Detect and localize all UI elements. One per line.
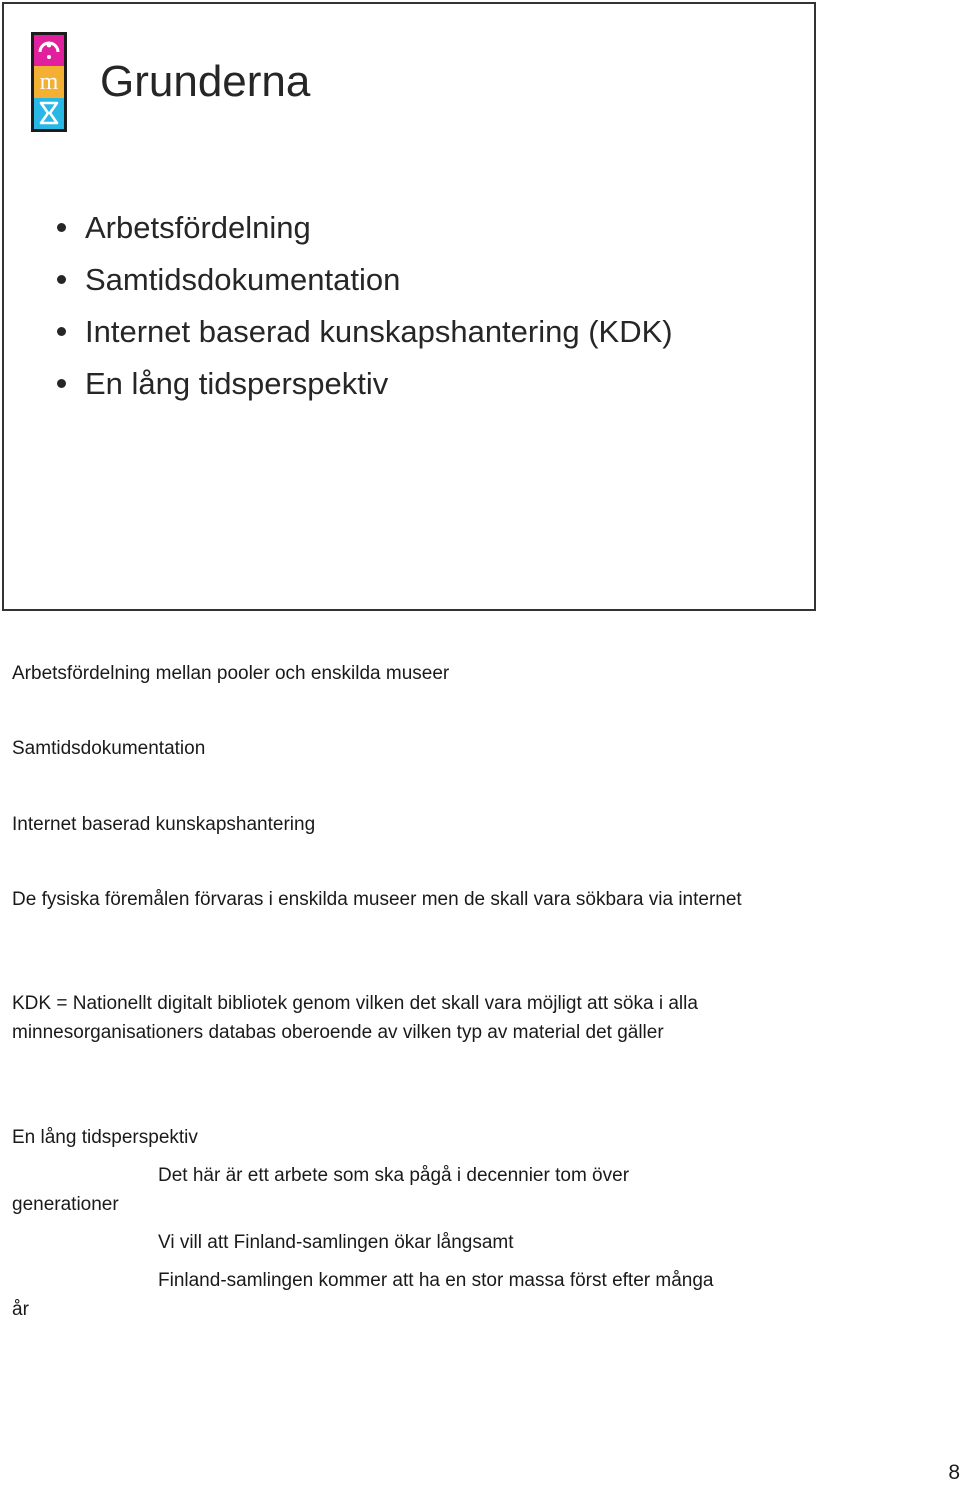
slide-bullet-item xyxy=(54,254,673,306)
notes-paragraph: En lång tidsperspektiv xyxy=(12,1127,198,1148)
notes-sub-item: Vi vill att Finland-samlingen ökar långsamt xyxy=(158,1232,514,1253)
slide-bullet-list xyxy=(54,202,673,410)
museum-logo xyxy=(31,32,67,132)
hourglass-icon xyxy=(34,98,64,129)
notes-sub-item: Finland-samlingen kommer att ha en stor massa först efter många xyxy=(158,1270,714,1291)
slide-bullet-text: Internet baserad kunskapshantering (KDK) xyxy=(85,314,673,349)
bullet-dot-icon xyxy=(57,327,66,336)
slide-bullet-text: En lång tidsperspektiv xyxy=(85,366,389,401)
slide-bullet-item xyxy=(54,202,673,254)
slide-title: Grunderna xyxy=(100,57,311,106)
slide-thumbnail xyxy=(2,2,816,611)
bullet-dot-icon xyxy=(57,223,66,232)
slide-bullet-item xyxy=(54,306,673,358)
notes-sub-item-continuation: generationer xyxy=(12,1194,119,1215)
bullet-dot-icon xyxy=(57,275,66,284)
notes-paragraph: Internet baserad kunskapshantering xyxy=(12,814,316,835)
slide-bullet-text: Arbetsfördelning xyxy=(85,210,311,245)
notes-paragraph: Arbetsfördelning mellan pooler och enskilda museer xyxy=(12,663,450,684)
notes-paragraph: De fysiska föremålen förvaras i enskilda museer men de skall vara sökbara via internet xyxy=(12,889,742,910)
bullet-dot-icon xyxy=(57,379,66,388)
slide-bullet-item xyxy=(54,358,673,410)
slide-bullet-text: Samtidsdokumentation xyxy=(85,262,401,297)
notes-paragraph: Samtidsdokumentation xyxy=(12,738,206,759)
notes-sub-item: Det här är ett arbete som ska pågå i decennier tom över xyxy=(158,1165,630,1186)
logo-letter: m xyxy=(39,68,59,95)
bell-icon xyxy=(34,35,64,66)
notes-paragraph: KDK = Nationellt digitalt bibliotek genom vilken det skall vara möjligt att söka i alla minnesorganisationers databas oberoende av vilken typ av material det gäller xyxy=(12,993,698,1043)
notes-sub-item-continuation: år xyxy=(12,1299,29,1320)
page-number: 8 xyxy=(948,1461,960,1484)
letter-m-icon xyxy=(34,66,64,97)
